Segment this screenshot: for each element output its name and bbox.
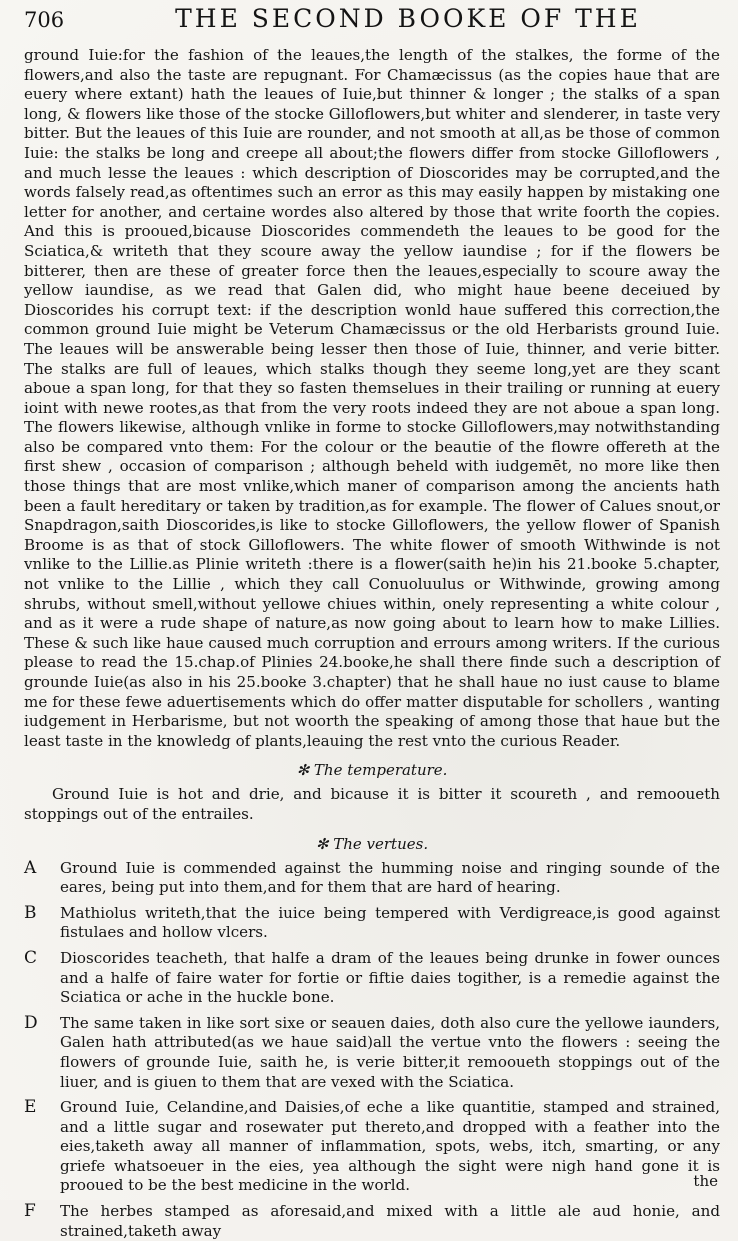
vertue-entry-d <box>24 1014 720 1092</box>
temperature-heading: ✻ The temperature. <box>296 761 448 780</box>
page-number: 706 <box>24 8 65 32</box>
running-head: THE SECOND BOOKE OF THE <box>175 4 641 33</box>
entry-text: Ground Iuie, Celandine,and Daisies,of eche a like quantitie, stamped and strained, and a little sugar and rosewater put thereto,and dropped with a feather into the eies,taketh away all manner of inflammation, spots, webs, itch, smarting, or any griefe whatsoeuer in the eies, yea although the sight were nigh hand gone it is prooued to be the best medicine in the world. <box>60 1098 720 1195</box>
entry-letter: F <box>24 1201 36 1222</box>
page-header <box>24 4 720 46</box>
entry-text: The same taken in like sort sixe or seauen daies, doth also cure the yellowe iaunders, Galen hath attributed(as we haue said)all the vertue vnto the flowers : seeing the flowers of grounde Iuie, saith he, is verie bitter,it remooueth stoppings out of the liuer, and is giuen to them that are vexed with the Sciatica. <box>60 1013 720 1091</box>
temperature-text: Ground Iuie is hot and drie, and bicause it is bitter it scoureth , and remooueth stoppings out of the entrailes. <box>24 785 720 823</box>
entry-letter: D <box>24 1012 38 1033</box>
vertues-heading: ✻ The vertues. <box>315 834 429 853</box>
entry-letter: B <box>24 902 37 923</box>
entry-letter: A <box>24 857 37 878</box>
vertue-entry-b <box>24 904 720 943</box>
entry-text: Ground Iuie is commended against the humming noise and ringing sounde of the eares, being put into them,and for them that are hard of hearing. <box>60 858 720 897</box>
entry-text: The herbes stamped as aforesaid,and mixed with a little ale aud honie, and strained,taketh away <box>60 1202 720 1240</box>
vertue-entry-f <box>24 1202 720 1241</box>
entry-letter: E <box>24 1097 37 1118</box>
entry-text: Mathiolus writeth,that the iuice being tempered with Verdigreace,is good against fistulaes and hollow vlcers. <box>60 903 720 942</box>
vertue-entry-c <box>24 949 720 1008</box>
entry-letter: C <box>24 947 38 968</box>
vertue-entry-e <box>24 1098 720 1196</box>
catchword: the <box>693 1172 718 1190</box>
entry-text: Dioscorides teacheth, that halfe a dram of the leaues being drunke in fower ounces and a halfe of faire water for fortie or fiftie daies togither, is a remedie against the Sciatica or ache in the huckle bone. <box>60 948 720 1007</box>
intro-paragraph: ground Iuie:for the fashion of the leaues,the length of the stalkes, the forme of the flowers,and also the taste are repugnant. For Chamæcissus (as the copies haue that are euery where extant) hath the leaues of Iuie,but thinner & longer ; the stalks of a span long, & flowers like those of the stocke Gilloflowers,but whiter and slenderer, in taste very bitter. But the leaues of this Iuie are rounder, and not smooth at all,as be those of common Iuie: the stalks be long and creepe all about;the flowers differ from stocke Gilloflowers , and much lesse the leaues : which description of Dioscorides may be corrupted,and the words falsely read,as oftentimes such an error as this may easily happen by mistaking one letter for another, and certaine wordes also altered by those that write foorth the copies. And this is prooued,bicause Dioscorides commendeth the leaues to be good for the Sciatica,& writeth that they scoure away the yellow iaundise ; for if the flowers be bitterer, then are these of greater force then the leaues,especially to scoure away the yellow iaundise, as we read that Galen did, who might haue beene deceiued by Dioscorides his corrupt text: if the description wonld haue suffered this correction,the common ground Iuie might be Veterum Chamæcissus or the old Herbarists ground Iuie. The leaues will be answerable being lesser then those of Iuie, thinner, and verie bitter. The stalks are full of leaues, which stalks though they seeme long,yet are they scant aboue a span long, for that they so fasten themselues in their trailing or running at euery ioint with newe rootes,as that from the very roots indeed they are not aboue a span long. The flowers likewise, although vnlike in forme to stocke Gilloflowers,may notwithstanding also be compared vnto them: For the colour or the beautie of the flowre offereth at the first shew , occasion of comparison ; although beheld with iudgemēt, no more like then those things that are most vnlike,which maner of comparison among the ancients hath been a fault hereditary or taken by tradition,as for example. The flower of Calues snout,or Snapdragon,saith Dioscorides,is like to stocke Gilloflowers, the yellow flower of Spanish Broome is as that of stock Gilloflowers. The white flower of smooth Withwinde is not vnlike to the Lillie.as Plinie writeth :there is a flower(saith he)in his 21.booke 5.chapter, not vnlike to the Lillie , which they call Conuoluulus or Withwinde, growing among shrubs, without smell,without yellowe chiues within, onely representing a white colour , and as it were a rude shape of nature,as now going about to learn how to make Lillies. These & such like haue caused much corruption and errours among writers. If the curious please to read the 15.chap.of Plinies 24.booke,he shall there finde such a description of grounde Iuie(as also in his 25.booke 3.chapter) that he shall haue no iust cause to blame me for these fewe aduertisements which do offer matter disputable for schollers , wanting iudgement in Herbarisme, but not woorth the speaking of among those that haue but the least taste in the knowledg of plants,leauing the rest vnto the curious Reader. <box>24 46 720 750</box>
vertue-entry-a <box>24 859 720 898</box>
